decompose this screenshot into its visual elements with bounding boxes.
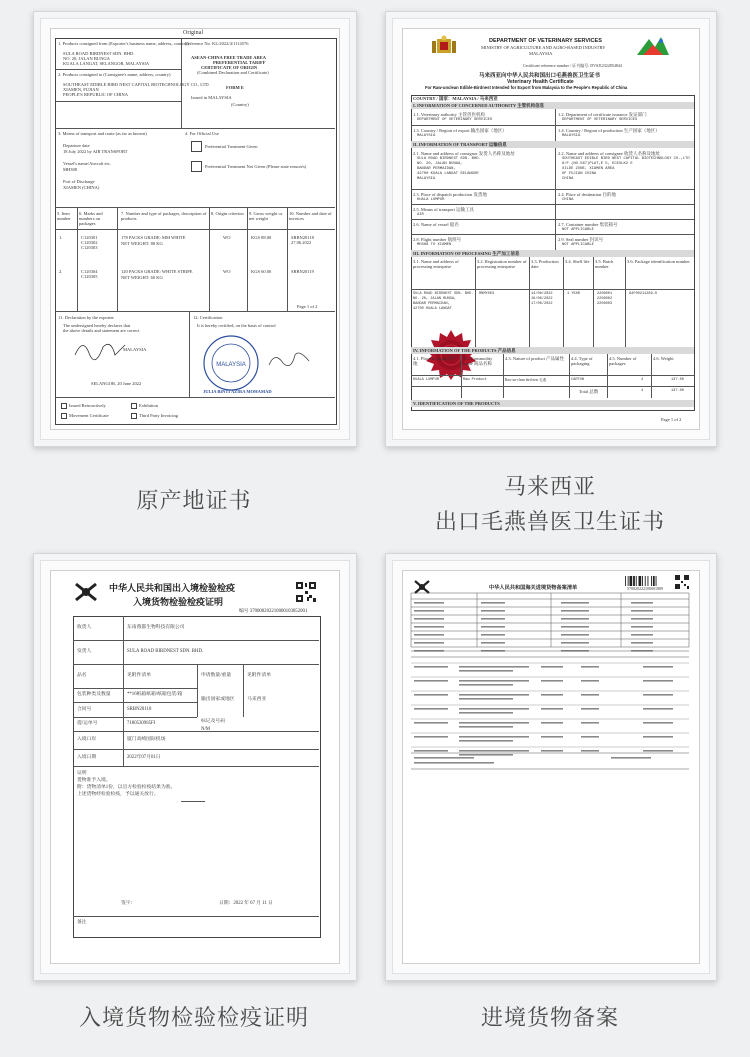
caption-vet-line2: 出口毛燕兽医卫生证书: [434, 510, 665, 535]
col7: 7. Number and type of packages, description of products: [121, 211, 207, 221]
filing-form-lines: [411, 593, 693, 793]
sign-label: 签字：: [121, 901, 136, 906]
box11-label: 11. Declaration by the exporter: [58, 315, 114, 320]
barcode-icon: [625, 576, 669, 586]
certificate-of-origin-frame[interactable]: [33, 11, 357, 447]
box3-label: 3. Means of transport and route (as far as known): [58, 131, 147, 136]
caption-vet-line1: 马来西亚: [503, 475, 596, 500]
box2-label: 2. Products consigned to (Consignee's name, address, country): [58, 72, 171, 77]
s2-3-value: KUALA LUMPUR: [417, 198, 445, 202]
vet-ministry: MINISTRY OF AGRICULTURE AND AGRO-BASED INDUSTRY: [481, 45, 606, 50]
goods-line-2: 120 PACKS GRADE: WHITE STRIPE: [121, 269, 193, 274]
port-value: XIAMEN (CHINA): [63, 185, 100, 190]
inspection-row-label: 合同号: [77, 706, 92, 712]
vet-ref: Certificate reference number / 证书编号: DVS/E2322854844: [523, 63, 622, 68]
s2-8: 2.8. Flight number 航班号: [413, 237, 462, 242]
third-party: Third Party Invoicing: [139, 413, 178, 418]
departure-label: Departure date: [63, 143, 90, 148]
movement-cert: Movement Certificate: [69, 413, 109, 418]
certificate-of-origin-document: Original 1. Products consigned from (Exporter's business name, address, country) SULA ROAD BIRDNEST SDN. BHD. NO. 20, JALAN BUNGA KUALA LANGAT, SELANGOR, MALAYSIA Reference No. KL/2022/4/1114576 ASEAN-CHINA FREE TRADE AREA PREFERENTIAL TARIFF CERTIFICATE OF ORIGIN (Combined Declaration and Certificate) FORM E Issued in MALAYSIA (Country) 2. Products consigned to (Consignee's name, address, country) SOUTHEAST EDIBLE BIRD NEST CAPITAL BIOTECHNOLOGY CO., LTD XIAMEN, FUJIAN PEOPLE'S REPUBLIC OF CHINA 3. Means of transport and route (as far as known) Departure date 18 July 2022 by AIR TRANSPORT Vessel's name/Aircraft etc. MH388 Port of Discharge XIAMEN (CHINA) 4. For Official Use Preferential Treatment Given Preferential Treatment Not Given (Please state reason/s) 5. Item number 6. Marks and numbers on packages 7. Number and type of packages, description of products 8. Origin criterion 9. Gross weight or net weight 10. Number and date of invoices 1. C120301 C120302 C120303 178 PACKS GRADE: MM WHITE NET WEIGHT: 88 KG WO KGS 88.00 SRBN20118 27.06.2022 2. C120304 C120305 120 PACKS GRADE: WHITE STRIPE NET WEIGHT: 60 KG WO KGS 60.00 SRBN20119 Page 1 of 2 11. Declaration by the exporter The undersigned hereby declares that the above details and statement are correct MALAYSIA SELANGOR, 20 June 2022 12. Certification It is hereby certified, on the basis of control MALAYSIA JULIA BINTI AZIRA MOHAMAD Issued Retroactively Exhibition Movement Certificate Third Party Invoicing: [50, 28, 340, 430]
qty-label: 申请数量/重量: [201, 673, 232, 678]
exporter-name: SULA ROAD BIRDNEST SDN. BHD.: [63, 51, 135, 56]
col6: 6. Marks and numbers on packages: [79, 211, 103, 226]
sec5-header: V. IDENTIFICATION OF THE PRODUCTS: [413, 401, 500, 406]
total-label: Total 总数: [579, 389, 599, 394]
svg-text:MALAYSIA: MALAYSIA: [216, 362, 246, 368]
sec3-header: III. INFORMATION OF PROCESSING 生产加工信息: [413, 251, 520, 256]
s1-1: 1.1. Veterinary authority 主管兽医机构: [413, 112, 486, 117]
inspection-row-label: 入境日期: [77, 754, 97, 760]
signature-left: [71, 335, 131, 363]
qty-value: 见附件清单: [247, 673, 271, 678]
dvs-logo-icon: [635, 35, 671, 57]
s2-6: 2.6. Name of vessel 船名: [413, 222, 459, 227]
inspection-row-value: 见附件清单: [127, 673, 151, 678]
vet-title-en1: Veterinary Health Certificate: [507, 79, 574, 85]
port-label: Port of Discharge: [63, 179, 95, 184]
s2-8-value: MH388 TO XIAMEN: [417, 243, 452, 247]
remark-1: 证明: [77, 771, 87, 776]
inspection-row-value: 东南燕都生物科技有限公司: [127, 625, 185, 630]
inspection-number: 编号 370000202210000103852001: [239, 609, 308, 614]
origin-label: 输出国家或地区: [201, 697, 235, 702]
title-3: CERTIFICATE OF ORIGIN: [201, 65, 258, 70]
inspection-row-value: SULA ROAD BIRDNEST SDN. BHD.: [127, 649, 204, 654]
s1-4-value: MALAYSIA: [562, 134, 581, 138]
box4-label: 4. For Official Use: [185, 131, 219, 136]
vet-title-en2: For Raw-unclean Edible-Birdnest Intended for Export from Malaysia to the People's Republic of China: [425, 85, 628, 90]
s4-4: 4.4. Type of packaging: [571, 356, 593, 366]
s3-3: 3.3. Production date: [531, 259, 559, 269]
note-label: 备注: [77, 920, 87, 925]
s2-2-value: SOUTHEAST EDIBLE BIRD NEST CAPITAL BIOTECHNOLOGY CO.,LTD: [562, 157, 690, 161]
country-label: (Country): [231, 102, 249, 107]
s1-4: 1.4. Country / Region of production 生产国家（地区）: [558, 128, 660, 133]
exhibition: Exhibition: [139, 403, 158, 408]
qr-code-icon: [295, 581, 317, 603]
s1-3-value: MALAYSIA: [417, 134, 436, 138]
s2-9: 2.9. Seal number 封识号: [558, 237, 604, 242]
s4-5: 4.5. Number of packages: [609, 356, 637, 366]
place-date: SELANGOR, 20 June 2022: [91, 381, 142, 386]
s2-3: 2.3. Place of dispatch production 发货地: [413, 192, 487, 197]
inspection-title-1: 中华人民共和国出入境检验检疫: [109, 584, 236, 594]
page-indicator: Page 1 of 2: [297, 304, 318, 309]
col5: 5. Item number: [57, 211, 71, 221]
title-1: ASEAN-CHINA FREE TRADE AREA: [191, 55, 267, 60]
s4-value-4: CARTON: [571, 378, 584, 382]
official-seal: [201, 333, 261, 393]
caption-inspection: 入境货物检验检疫证明: [78, 1006, 309, 1031]
inspection-row-label: 提/运单号: [77, 721, 98, 726]
filing-title: 中华人民共和国海关进境货物备案清单: [489, 585, 578, 591]
consignee-name: SOUTHEAST EDIBLE BIRD NEST CAPITAL BIOTECHNOLOGY CO., LTD: [63, 82, 209, 87]
signer-name: JULIA BINTI AZIRA MOHAMAD: [203, 389, 272, 394]
s2-1: 2.1. Name and address of consignor 发货人名称及地址: [413, 151, 515, 156]
s4-value-3: Raw un-clean bird nest 毛燕: [505, 378, 547, 382]
signature-right: [265, 347, 315, 371]
customs-filing-document: [402, 570, 700, 964]
caption-filing: 进境货物备案: [480, 1006, 619, 1031]
notpref-checkbox: [191, 161, 202, 172]
criterion-2: WO: [223, 269, 231, 274]
vet-title-cn: 马来西亚向中华人民共和国出口毛燕兽医卫生证书: [479, 73, 601, 79]
vet-certificate-frame[interactable]: [385, 11, 717, 447]
s3-1: 3.1. Name and address of processing enterprise: [413, 259, 459, 269]
malaysia-crest-icon: [431, 35, 457, 57]
vessel-label: Vessel's name/Aircraft etc.: [63, 161, 111, 166]
pref-checkbox: [191, 141, 202, 152]
s2-2: 2.2. Name and address of consignee 收货人名称及地址: [558, 151, 660, 156]
inspection-title-2: 入境货物检验检疫证明: [133, 598, 224, 608]
sign-date: 日期：2022 年 07 月 11 日: [219, 901, 273, 906]
mark-value: N/M: [201, 727, 211, 732]
issued-retro: Issued Retroactively: [69, 403, 106, 408]
inspection-row-value: SRBN20118: [127, 706, 152, 712]
s4-2: 4.2. Commodity name 商品名称: [463, 356, 493, 366]
s2-9-value: NOT APPLICABLE: [562, 243, 594, 247]
s3-6: 3.6. Package identification number: [627, 259, 690, 264]
vet-country-row: COUNTRY / 国家：MALAYSIA / 马来西亚: [413, 96, 498, 101]
remark-2: 货物准予入境。: [77, 778, 111, 783]
remark-4: 上述货物经检验检疫，予以通关放行。: [77, 792, 159, 797]
s1-2-value: DEPARTMENT OF VETERINARY SERVICES: [562, 118, 638, 122]
col8: 8. Origin criterion: [211, 211, 244, 216]
customs-filing-frame[interactable]: [385, 553, 717, 981]
form-e: FORM E: [226, 85, 244, 90]
inspection-row-value: 2022年07月01日: [127, 754, 161, 760]
col10: 10. Number and date of invoices: [289, 211, 332, 221]
s1-1-value: DEPARTMENT OF VETERINARY SERVICES: [417, 118, 493, 122]
s1-2: 1.2. Department of certificate issuance 发证部门: [558, 112, 647, 117]
s2-1-value: SULA ROAD BIRDNEST SDN. BHD.: [417, 157, 481, 161]
s2-7: 2.7. Container number 集装箱号: [558, 222, 618, 227]
original-label: Original: [183, 30, 203, 36]
s3-2: 3.2. Registration number of processing enterprise: [477, 259, 527, 269]
s3-value-1: SULA ROAD BIRDNEST SDN. BHD.: [413, 292, 474, 296]
title-2: PREFERENTIAL TARIFF: [213, 60, 266, 65]
sec4-header: IV. INFORMATION OF THE PRODUCTS 产品信息: [413, 348, 516, 353]
s3-value-3: 14/06/2022: [531, 292, 553, 296]
inspection-row-label: 入境口岸: [77, 737, 97, 742]
title-4: (Combined Declaration and Certificate): [197, 70, 269, 75]
s4-1: 4.1. Place of origin 原产地: [413, 356, 458, 366]
s4-value-1: KUALA LUMPUR: [413, 378, 439, 382]
goods-line-1: 178 PACKS GRADE: MM WHITE: [121, 235, 186, 240]
s2-5-value: AIR: [417, 213, 424, 217]
ref-number: Reference No. KL/2022/4/1114576: [185, 41, 249, 46]
filing-number: 570020222100001889: [627, 586, 663, 591]
s2-5: 2.5. Means of transport 运输工具: [413, 207, 474, 212]
inspection-row-value: **16纸箱纸箱/纸箱包装/箱: [127, 692, 183, 697]
vet-country: MALAYSIA: [529, 51, 553, 56]
notpref-label: Preferential Treatment Not Given (Please state reason/s): [205, 164, 307, 169]
pref-label: Preferential Treatment Given: [205, 144, 258, 149]
origin-value: 马来西亚: [247, 697, 267, 702]
departure-value: 18 July 2022 by AIR TRANSPORT: [63, 149, 128, 154]
vet-page: Page 1 of 2: [661, 417, 682, 422]
sec2-header: II. INFORMATION OF TRANSPORT 运输信息: [413, 142, 507, 147]
remark-3: 附：货物清单1份，以官方检验检疫结果为准。: [77, 785, 176, 790]
vet-dept: DEPARTMENT OF VETERINARY SERVICES: [489, 38, 602, 44]
inspection-certificate-frame[interactable]: [33, 553, 357, 981]
vet-certificate-document: DEPARTMENT OF VETERINARY SERVICES MINISTRY OF AGRICULTURE AND AGRO-BASED INDUSTRY MALAYSIA Certificate reference number / 证书编号: DVS/E2322854844 马来西亚向中华人民共和国出口毛燕兽医卫生证书 Veterinary Health Certificate For Raw-unclean Edible-Birdnest Intended for Export from Malaysia to the People's Republic of China COUNTRY / 国家：MALAYSIA / 马来西亚 I. INFORMATION OF CONCERNED AUTHORITY 主管机构信息 1.1. Veterinary authority 主管兽医机构 DEPARTMENT OF VETERINARY SERVICES 1.2. Department of certificate issuance 发证部门 DEPARTMENT OF VETERINARY SERVICES 1.3. Country / Region of export 输出国家（地区） MALAYSIA 1.4. Country / Region of production 生产国家（地区） MALAYSIA II. INFORMATION OF TRANSPORT 运输信息 2.1. Name and address of consignor 发货人名称及地址 SULA ROAD BIRDNEST SDN. BHD. NO. 20, JALAN BUNGA, BANDAR PERMAIDAN, 42700 KUALA LANGAT SELANGOR MALAYSIA 2.2. Name and address of consignee 收货人名称及地址 SOUTHEAST EDIBLE BIRD NEST CAPITAL BIOTECHNOLOGY CO.,LTD 6/F (NO.567)PLAT,E 5, ECEXLK2 E XILDE ZONE, XIAMEN AREA OF FUJIAN CHINA CHINA 2.3. Place of dispatch production 发货地 KUALA LUMPUR 2.4. Place of destination 目的地 CHINA 2.5. Means of transport 运输工具 AIR 2.6. Name of vessel 船名 2.7. Container number 集装箱号 NOT APPLICABLE 2.8. Flight number 航班号 MH388 TO XIAMEN 2.9. Seal number 封识号 NOT APPLICABLE III. INFORMATION OF PROCESSING 生产加工信息 3.1. Name and address of processing enterprise 3.2. Registration number of processing enterprise 3.3. Production date 3.4. Shelf life 3.5. Batch number 3.6. Package identification number SULA ROAD BIRDNEST SDN. BHD. NO. 20, JALAN BUNGA, BANDAR PERMAIDAN, 42700 KUALA LANGAT RNMY003 14/06/2022 16/06/2022 17/06/2022 1 YEAR 2206001 2206002 2206003 84F00211289-0 IV. INFORMATION OF THE PRODUCTS 产品信息 4.1. Place of origin 原产地 4.2. Commodity name 商品名称 4.3. Nature of product 产品属性 4.4. Type of packaging 4.5. Number of packages 4.6. Weight KUALA LUMPUR Raw Product Raw un-clean bird nest 毛燕 CARTON 4 137.00 Total 总数 4 137.00 Page 1 of 2 V. IDENTIFICATION OF THE PRODUCTS: [402, 28, 700, 430]
declare-country: MALAYSIA: [123, 347, 147, 352]
s2-4-value: CHINA: [562, 198, 574, 202]
s1-3: 1.3. Country / Region of export 输出国家（地区）: [413, 128, 507, 133]
box1-label: 1. Products consigned from (Exporter's business name, address, country): [58, 41, 189, 46]
caption-origin: 原产地证书: [136, 489, 252, 514]
criterion-1: WO: [223, 235, 231, 240]
s4-6: 4.6. Weight: [653, 356, 674, 361]
filing-qr-icon: [675, 575, 689, 589]
ciq-emblem-icon: [73, 581, 99, 603]
issued-in: Issued in MALAYSIA: [191, 95, 232, 100]
box12-label: 12. Certification: [193, 315, 223, 320]
s2-4: 2.4. Place of destination 目的地: [558, 192, 616, 197]
inspection-row-label: 发货人: [77, 649, 92, 654]
inspection-row-value: 7180530985FI: [127, 721, 156, 726]
inspection-row-value: 厦门高崎国际机场: [127, 737, 166, 742]
inspection-row-label: 收货人: [77, 625, 92, 630]
inspection-row-label: 包装种类及数量: [77, 692, 111, 697]
mark-label: 标记及号码: [201, 719, 225, 724]
col9: 9. Gross weight or net weight: [249, 211, 283, 221]
red-seal-icon: [425, 329, 477, 381]
s2-7-value: NOT APPLICABLE: [562, 228, 594, 232]
inspection-row-label: 品名: [77, 673, 87, 678]
s3-4: 3.4. Shelf life: [565, 259, 590, 264]
sec1-header: I. INFORMATION OF CONCERNED AUTHORITY 主管机构信息: [413, 103, 545, 108]
s3-value-4: 1 YEAR: [567, 292, 580, 296]
s4-3: 4.3. Nature of product 产品属性: [505, 356, 564, 361]
inspection-certificate-document: [50, 570, 340, 964]
s3-5: 3.5. Batch number: [595, 259, 614, 269]
